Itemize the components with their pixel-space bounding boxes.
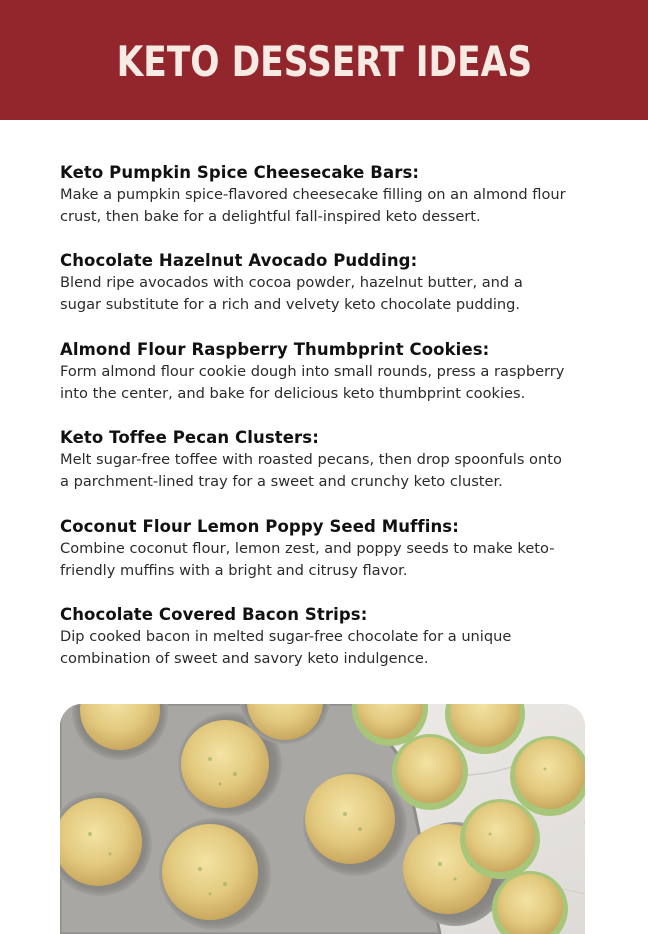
list-item [60,604,600,670]
item-description-line: a parchment-lined tray for a sweet and crunchy keto cluster. [60,473,503,490]
item-description-line: crust, then bake for a delightful fall-inspired keto dessert. [60,208,481,225]
item-title: Keto Pumpkin Spice Cheesecake Bars: [60,163,420,182]
muffins-photo [60,704,585,934]
item-description-line: Make a pumpkin spice-flavored cheesecake filling on an almond flour [60,186,566,203]
list-item [60,250,600,316]
item-description-line: Dip cooked bacon in melted sugar-free chocolate for a unique [60,628,512,645]
item-title: Chocolate Covered Bacon Strips: [60,605,368,624]
list-item [60,427,600,493]
item-title: Chocolate Hazelnut Avocado Pudding: [60,251,418,270]
item-description-line: Blend ripe avocados with cocoa powder, hazelnut butter, and a [60,274,523,291]
muffins-illustration [60,704,585,934]
item-description-line: Form almond flour cookie dough into small rounds, press a raspberry [60,363,565,380]
item-title: Keto Toffee Pecan Clusters: [60,428,319,447]
list-item [60,516,600,582]
item-description-line: Melt sugar-free toffee with roasted pecans, then drop spoonfuls onto [60,451,562,468]
item-description-line: into the center, and bake for delicious keto thumbprint cookies. [60,385,526,402]
item-title: Almond Flour Raspberry Thumbprint Cookies: [60,340,490,359]
item-description-line: Combine coconut flour, lemon zest, and poppy seeds to make keto- [60,540,555,557]
item-description-line: friendly muffins with a bright and citrusy flavor. [60,562,408,579]
page-title: KETO DESSERT IDEAS [116,36,532,86]
list-item [60,339,600,405]
list-item [60,162,600,228]
item-description-line: sugar substitute for a rich and velvety keto chocolate pudding. [60,296,521,313]
header-banner [0,0,648,120]
item-description-line: combination of sweet and savory keto indulgence. [60,650,429,667]
item-title: Coconut Flour Lemon Poppy Seed Muffins: [60,517,459,536]
